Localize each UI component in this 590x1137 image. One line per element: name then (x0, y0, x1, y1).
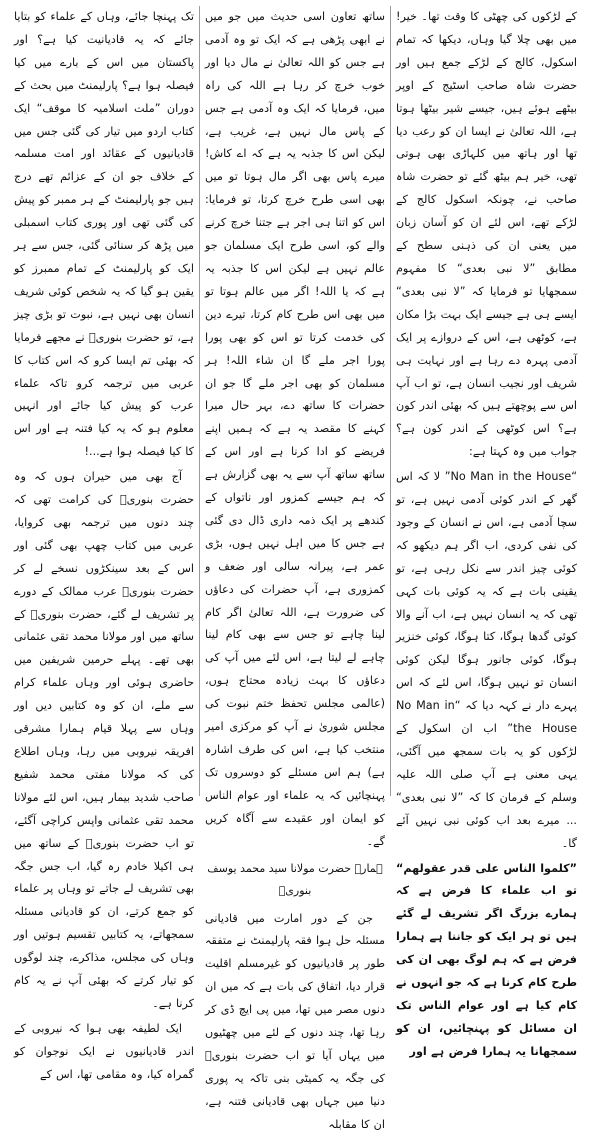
section-heading: ہمارے حضرت مولانا سید محمد یوسف بنوریؒ (207, 861, 383, 897)
paragraph: “No Man in the House” لا کہ اس گھر کے اندر کوئی آدمی نہیں ہے، تو سچا آدمی ہے، اس نے انسان کے وجود کی نفی کردی، اب اگر ہم دیکھو کہ کوئی چیز اندر سے نکل رہی ہے، تو یقینی بات ہے کہ یہ کوئی بات کہی تھی کہ یہ انسان نہیں ہے، اب آنے والا کوئی گدھا ہوگا، کتا ہوگا، کوئی خنزیر ہوگا، کوئی جانور ہوگا لیکن کوئی انسان تو نہیں ہوگا، اس لئے کہ اس پہرے دار نے کہہ دیا کہ “No Man in the House” اب ان اسکول کے لڑکوں کو یہ بات سمجھ میں آگئی، یہی معنی ہے آپ صلی اللہ علیہ وسلم کے فرمان کا کہ ”لا نبی بعدی“ ... میرے بعد اب کوئی نبی نہیں آئے گا۔ (396, 470, 578, 850)
paragraph: ساتھ تعاون اسی حدیث میں جو میں نے ابھی پڑھی ہے کہ ایک تو وہ آدمی ہے جس کو اللہ تعالیٰ نے مال دیا اور خوب خرچ کر رہا ہے اللہ کی راہ میں، فرمایا کہ ایک وہ آدمی ہے جس کے پاس مال نہیں ہے، غریب ہے، لیکن اس کا جذبہ یہ ہے کہ اے کاش! میرے پاس بھی اگر مال ہوتا تو میں بھی اسی طرح خرچ کرتا، تو فرمایا: اس کو اتنا ہی اجر ہے جتنا خرچ کرنے والے کو، اسی طرح ایک مسلمان جو عالم نہیں ہے لیکن اس کا جذبہ یہ ہے کہ یا اللہ! اگر میں عالم ہوتا تو میں بھی اس طرح کام کرتا، تیرے دین کی خدمت کرتا تو اس کو بھی پورا پورا اجر ملے گا ان شاء اللہ! ہر مسلمان کو بھی اجر ملے گا جو ان حضرات کا ساتھ دے، بہر حال میرا کہنے کا مقصد یہ ہے کہ ہمیں اپنے فریضے کو ادا کرنا ہے اور اس کے ساتھ ساتھ آپ سے یہ بھی گزارش ہے کہ ہم جیسے کمزور اور ناتواں کے کندھے پر ایک ذمہ داری ڈال دی گئی ہے جس کا میں اہل نہیں ہوں، بڑی عمر ہے، پیرانہ سالی اور ضعف و کمزوری ہے، آپ حضرات کی دعاؤں کی ضرورت ہے، اللہ تعالیٰ اگر کام لینا چاہے تو جس سے بھی کام لینا چاہے لے لیتا ہے، اس لئے میں آپ کی دعاؤں کا بہت زیادہ محتاج ہوں، (عالمی مجلس تحفظ ختم نبوت کی مجلس شوریٰ نے آپ کو مرکزی امیر منتخب کیا ہے، اس کی طرف اشارہ ہے) ہم اس مسئلے کو دوسروں تک پہنچائیں کہ یہ علماء اور عوام الناس کو ایمان اور عقیدے سے آگاہ کریں گے۔ (205, 10, 385, 848)
paragraph: ”کلموا الناس علی قدر عقولھم“ تو اب علماء کا فرض ہے کہ ہمارے بزرگ اگر تشریف لے گئے ہیں تو ہر ایک کو جاننا ہے ہمارا فرض ہے کہ ہم لوگ بھی ان کی طرح کام کرنا ہے کہ جو انہوں نے کام کیا ہے اور عوام الناس تک ان مسائل کو پہنچائیں، ان کو سمجھانا یہ ہمارا فرض ہے اور (396, 861, 577, 1058)
paragraph: جن کے دور امارت میں قادیانی مسئلہ حل ہوا فقہ پارلیمنٹ نے متفقہ طور پر قادیانیوں کو غیرمسلم اقلیت قرار دیا، اتفاق کی بات ہے کہ میں ان دنوں مصر میں تھا، میں پی ایچ ڈی کر رہا تھا، چند دنوں کے لئے میں چھٹیوں میں یہاں آیا تو اب حضرت بنوریؒ کی جگہ یہ کمیٹی بنی تاکہ یہ پوری دنیا میں جہاں بھی قادیانی فتنہ ہے، ان کا مقابلہ (205, 911, 385, 1131)
paragraph: ایک لطیفہ بھی ہوا کہ نیروبی کے اندر قادیانیوں نے ایک نوجوان کو گمراہ کیا، وہ مقامی تھا، اس کے (14, 1021, 194, 1081)
paragraph: آج بھی میں حیران ہوں کہ وہ حضرت بنوریؒ کی کرامت تھی کہ چند دنوں میں ترجمہ بھی کروایا، عربی میں کتاب چھپ بھی گئی اور اس کے بعد سینکڑوں نسخے لے کر حضرت بنوریؒ عرب ممالک کے دورے پر تشریف لے گئے، حضرت بنوریؒ کے ساتھ میں اور مولانا محمد تقی عثمانی بھی تھے۔ پہلے حرمین شریفین میں حاضری ہوئی اور وہاں علماء کرام سے ملے، ان کو وہ کتابیں دیں اور وہاں سے پہلا قیام ہمارا مشرقی افریقہ نیروبی میں رہا، وہاں اطلاع کی کہ مولانا مفتی محمد شفیع صاحب شدید بیمار ہیں، اس لئے مولانا محمد تقی عثمانی واپس کراچی آگئے، تو اب حضرت بنوریؒ کے ساتھ میں ہی اکیلا خادم رہ گیا، اب جس جگہ بھی تشریف لے جاتے تو وہاں پر علماء کو جمع کرتے، ان کو قادیانی مسئلہ سمجھاتے، یہ کتابیں تقسیم ہوتیں اور وہاں کی مجلس، مذاکرے، چند لوگوں کو تیار کرتے کہ بھئی آپ نے یہ کام کرنا ہے۔ (14, 470, 194, 1010)
column-right (391, 6, 582, 1058)
paragraph: کے لڑکوں کی چھٹی کا وقت تھا۔ خیر! میں بھی چلا گیا وہاں، دیکھا کہ تمام اسکول، کالج کے لڑکے جمع ہیں اور حضرت شاہ صاحب اسٹیج کے اوپر بیٹھے ہوئے ہیں، جیسے شیر بیٹھا ہوتا ہے، اللہ تعالیٰ نے ایسا ان کو رعب دیا تھا اور ہاتھ میں کلہاڑی بھی ہوتی تھی، خیر ہم بیٹھ گئے تو حضرت شاہ صاحب نے، چونکہ اسکول کالج کے لڑکے تھے، اس لئے ان کو آسان زبان میں یعنی ان کی ذہنی سطح کے مطابق ”لا نبی بعدی“ کا مفہوم سمجھایا تو فرمایا کہ ”لا نبی بعدی“ ایسے ہی ہے جیسے ایک بہت بڑا مکان ہے، کوٹھی ہے، اس کے دروازے پر ایک آدمی پہرہ دے رہا ہے اور نہایت ہی شریف اور نجیب انسان ہے، تو اب آپ اس سے پوچھتے ہیں کہ بھئی اندر کون ہے؟ اس کوٹھی کے اندر کون ہے؟ جواب میں وہ کہتا ہے: (396, 10, 577, 459)
column-left (9, 6, 200, 1081)
paragraph: تک پہنچا جائے، وہاں کے علماء کو بتایا جائے کہ یہ قادیانیت کیا ہے؟ اور پاکستان میں اس کے بارے میں کیا فیصلہ ہوا ہے؟ پارلیمنٹ میں بحث کے دوران ”ملت اسلامیہ کا موقف“ ایک کتاب اردو میں تیار کی گئی جس میں قادیانیوں کے عقائد اور امت مسلمہ کے خلاف جو ان کے عزائم تھے درج ہیں جو پارلیمنٹ کے ہر ممبر کو پیش کی گئی تھی اور پوری کتاب اسمبلی میں پڑھ کر سنائی گئی، جس سے ہر ایک کو پارلیمنٹ کے تمام ممبرز کو یقین ہو گیا کہ یہ شخص کوئی شریف انسان بھی نہیں ہے، نبوت تو بڑی چیز ہے، تو حضرت بنوریؒ نے مجھے فرمایا کہ بھئی تم ایسا کرو کہ اس کتاب کا عربی میں ترجمہ کرو تاکہ علماء عرب کو پیش کیا جائے اور انہیں معلوم ہو کہ یہ کیا فتنہ ہے اور اس کا کیا فیصلہ ہوا ہے...! (14, 10, 194, 459)
column-middle (200, 6, 391, 1131)
